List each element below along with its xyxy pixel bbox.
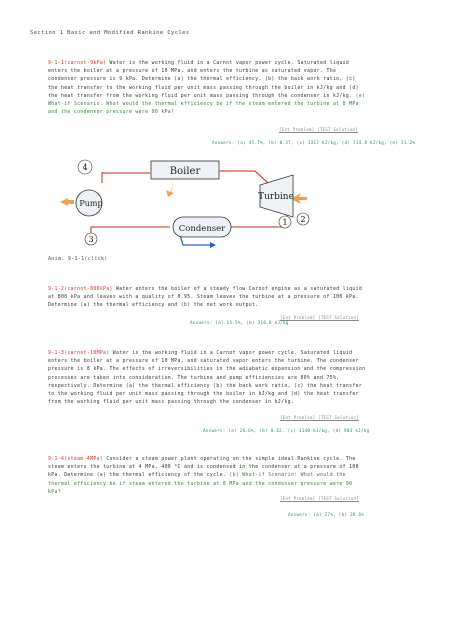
solution-link[interactable]: [Ent Problem] [TEST Solution] bbox=[279, 127, 358, 132]
section-header: Section 1 Basic and Modified Rankine Cycles bbox=[30, 30, 190, 36]
what-if-link[interactable]: (b) What-if Scenario: What would the thermal efficiency be if steam entered the turbine at 8 MPa and the condenser pressure were 90 kPa? bbox=[48, 473, 353, 495]
problem-tag: (carnot-10MPa) bbox=[64, 351, 110, 356]
answer-text: Answers: (a) 26.6%, (b) 0.62, (c) 1140 kJ/kg, (d) 903 kJ/kg bbox=[203, 428, 370, 433]
problem-text: Water is the working fluid in a Carnot vapor power cycle. Saturated liquid enters the boiler at a pressure of 10 MPa, and saturated vapor enters the turbine. The condenser pressure is 8 kPa. The effects of irreversibilities in the adiabatic expansion and the compression processes are taken into consideration. The turbine and pump efficiencies are 80% and 75%, respectively. Determine (a) the thermal efficiency (b) the back work ratio, (c) the heat transfer to the working fluid per unit mass passing through the boiler in kJ/kg and (d) the heat transfer from the working fluid per unit mass passing through the condenser in kJ/kg. bbox=[48, 351, 366, 406]
state-label: 2 bbox=[300, 215, 306, 224]
condenser-label: Condenser bbox=[178, 224, 226, 234]
problem-id: 9-1-1 bbox=[48, 61, 65, 66]
boiler-label: Boiler bbox=[169, 166, 201, 177]
problem-9-1-3 bbox=[48, 350, 366, 407]
problem-9-1-1 bbox=[48, 60, 366, 117]
answer-text: Answers: (a) 15.5%, (b) 310.8 kJ/kg bbox=[190, 320, 289, 325]
solution-link[interactable]: [Ent Problem] [TEST Solution] bbox=[280, 415, 359, 420]
problem-id: 9-1-4 bbox=[48, 457, 65, 462]
state-label: 1 bbox=[282, 218, 288, 227]
solution-link[interactable]: [Ent Problem] [TEST Solution] bbox=[280, 496, 359, 501]
problem-9-1-4 bbox=[48, 456, 366, 497]
state-label: 3 bbox=[88, 235, 94, 244]
problem-tag: (steam-4MPa) bbox=[64, 457, 104, 462]
problem-text: Water enters the boiler of a steady flow Carnot engine as a saturated liquid at 800 kPa and leaves with a quality of 0.95. Steam leaves the turbine at a pressure of 100 kPa. Determine (a) the thermal efficiency and (b) the net work output. bbox=[48, 287, 363, 309]
turbine-label: Turbine bbox=[258, 192, 294, 202]
problem-9-1-2 bbox=[48, 286, 366, 311]
problem-id: 9-1-2 bbox=[48, 287, 65, 292]
pump-label: Pump bbox=[79, 199, 103, 208]
answer-text: Answers: (a) 27%, (b) 28.6% bbox=[288, 512, 365, 517]
answer-text: Answers: (a) 45.7%, (b) 0.37, (c) 1317 kJ/kg, (d) 714.8 kJ/kg, (e) 31.2% bbox=[212, 140, 416, 145]
what-if-link[interactable]: (e) What-if Scenario: What would the thermal efficiency be if the steam entered the turbine at 8 MPa and the condenser pressure were 90 kPa? bbox=[48, 93, 366, 116]
solution-link[interactable]: [Ent Problem] [TEST Solution] bbox=[280, 315, 359, 320]
problem-tag: (carnot-800kPa) bbox=[64, 287, 113, 292]
heat-in-arrow-icon bbox=[166, 177, 174, 197]
state-label: 4 bbox=[82, 163, 88, 172]
work-in-arrow-icon bbox=[60, 198, 74, 206]
rankine-cycle-diagram bbox=[55, 147, 325, 257]
problem-text: Consider a steam power plant operating on the simple ideal Rankine cycle. The steam enters the turbine at 4 MPa, 400 °C and is condensed in the condenser at a pressure of 100 kPa. Determine (a) the thermal efficiency of the cycle. bbox=[48, 457, 359, 479]
animation-link[interactable]: Anim. 9-1-1(click) bbox=[48, 256, 108, 262]
problem-text: Water is the working fluid in a Carnot vapor power cycle. Saturated liquid enters the boiler at a pressure of 10 MPa, and enters the turbine as saturated vapor. The condenser pressure is 9 kPa. Determine (a) the thermal efficiency, (b) the back work ratio, (c) the heat transfer to the working fluid per unit mass passing through the boiler in kJ/kg and (d) the heat transfer from the working fluid per unit mass passing through the condenser in kJ/kg. bbox=[48, 61, 359, 99]
problem-id: 9-1-3 bbox=[48, 351, 65, 356]
problem-tag: (carnot-9kPa) bbox=[64, 61, 107, 66]
